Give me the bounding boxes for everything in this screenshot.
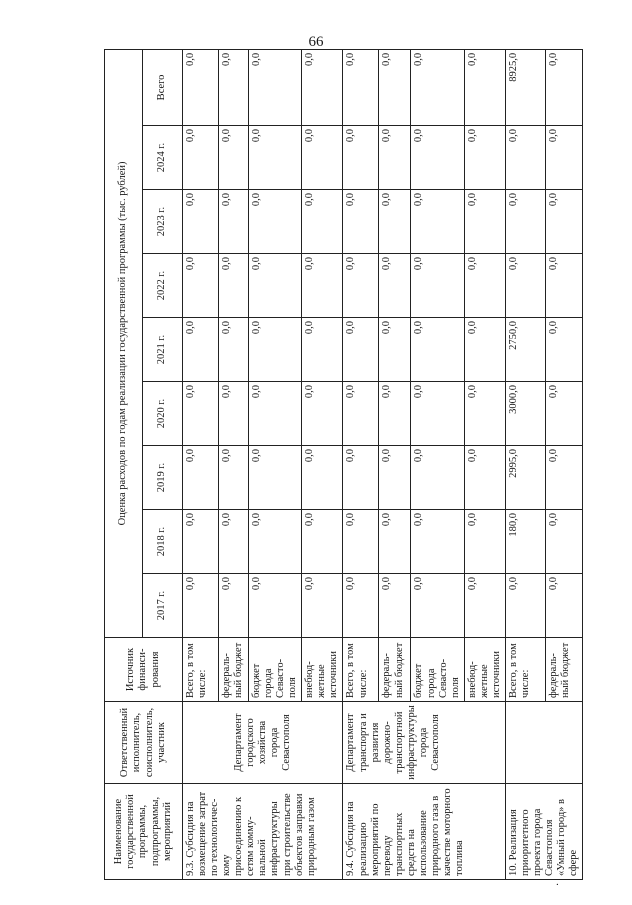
year-value: 0,0: [302, 126, 343, 190]
year-value: 0,0: [411, 382, 464, 446]
year-value: 0,0: [464, 254, 505, 318]
year-value: 0,0: [183, 510, 219, 574]
header-group: Оценка расходов по годам реализации государственной программы (тыс. рублей): [105, 49, 143, 637]
year-value: 0,0: [505, 126, 546, 190]
year-value: 0,0: [249, 574, 302, 638]
year-value: 0,0: [464, 318, 505, 382]
expenses-table: [104, 49, 583, 880]
year-value: 0,0: [302, 190, 343, 254]
funding-source: внебюд-жетные источники: [464, 638, 505, 702]
year-value: 0,0: [343, 190, 379, 254]
table-row: [343, 49, 379, 879]
year-value: 0,0: [219, 574, 249, 638]
year-value: 180,0: [505, 510, 546, 574]
rotated-table-container: [104, 52, 582, 880]
total-value: 8925,0: [505, 49, 546, 125]
year-value: 0,0: [411, 254, 464, 318]
header-year: 2017 г.: [143, 574, 183, 638]
year-value: 0,0: [219, 510, 249, 574]
header-year: 2019 г.: [143, 446, 183, 510]
year-value: 0,0: [464, 382, 505, 446]
table-body: [183, 49, 583, 879]
total-value: 0,0: [379, 49, 411, 125]
year-value: 0,0: [219, 446, 249, 510]
year-value: 0,0: [302, 446, 343, 510]
year-value: 0,0: [249, 254, 302, 318]
year-value: 0,0: [379, 254, 411, 318]
total-value: 0,0: [249, 49, 302, 125]
year-value: 2995,0: [505, 446, 546, 510]
measure-name: 9.4. Субсидия на реализацию мероприятий по переводу транспортных средств на использование природного газа в качестве моторного топлива: [343, 784, 505, 880]
total-value: 0,0: [411, 49, 464, 125]
total-value: 0,0: [183, 49, 219, 125]
year-value: 0,0: [411, 446, 464, 510]
header-source: Источник финанси-рования: [105, 638, 183, 702]
year-value: 0,0: [464, 510, 505, 574]
year-value: 0,0: [546, 254, 583, 318]
year-value: 0,0: [546, 574, 583, 638]
year-value: 0,0: [464, 574, 505, 638]
year-value: 0,0: [379, 382, 411, 446]
year-value: 0,0: [505, 254, 546, 318]
year-value: 0,0: [343, 574, 379, 638]
funding-source: бюджет города Севасто-поля: [249, 638, 302, 702]
header-year: 2020 г.: [143, 382, 183, 446]
year-value: 0,0: [411, 574, 464, 638]
funding-source: внебюд-жетные источники: [302, 638, 343, 702]
year-value: 0,0: [546, 446, 583, 510]
year-value: 3000,0: [505, 382, 546, 446]
year-value: 0,0: [183, 318, 219, 382]
funding-source: Всего, в том числе:: [505, 638, 546, 702]
year-value: 0,0: [343, 446, 379, 510]
responsible-executor: Департамент городского хозяйства города Севастополя: [183, 702, 343, 784]
year-value: 0,0: [343, 126, 379, 190]
year-value: 0,0: [183, 190, 219, 254]
year-value: 0,0: [219, 382, 249, 446]
total-value: 0,0: [302, 49, 343, 125]
year-value: 0,0: [379, 574, 411, 638]
year-value: 0,0: [343, 382, 379, 446]
year-value: 0,0: [505, 190, 546, 254]
responsible-executor: [505, 702, 582, 784]
header-total: Всего: [143, 49, 183, 125]
year-value: 0,0: [183, 574, 219, 638]
year-value: 0,0: [302, 318, 343, 382]
year-value: 0,0: [464, 126, 505, 190]
year-value: 0,0: [249, 190, 302, 254]
year-value: 0,0: [343, 254, 379, 318]
year-value: 0,0: [302, 510, 343, 574]
year-value: 0,0: [379, 318, 411, 382]
year-value: 0,0: [379, 446, 411, 510]
header-year: 2021 г.: [143, 318, 183, 382]
funding-source: федераль-ный бюджет: [219, 638, 249, 702]
year-value: 0,0: [249, 510, 302, 574]
year-value: 0,0: [343, 318, 379, 382]
year-value: 0,0: [546, 510, 583, 574]
year-value: 0,0: [249, 318, 302, 382]
header-year: 2023 г.: [143, 190, 183, 254]
header-name: Наименование государственной программы, подпрограммы, мероприятий: [105, 784, 183, 880]
total-value: 0,0: [343, 49, 379, 125]
funding-source: Всего, в том числе:: [183, 638, 219, 702]
total-value: 0,0: [219, 49, 249, 125]
year-value: 0,0: [183, 446, 219, 510]
year-value: 0,0: [379, 126, 411, 190]
year-value: 0,0: [464, 446, 505, 510]
year-value: 0,0: [183, 382, 219, 446]
year-value: 0,0: [546, 190, 583, 254]
year-value: 0,0: [183, 126, 219, 190]
footer-mark: .: [556, 876, 559, 888]
year-value: 0,0: [411, 318, 464, 382]
year-value: 0,0: [505, 574, 546, 638]
total-value: 0,0: [464, 49, 505, 125]
year-value: 0,0: [546, 318, 583, 382]
measure-name: 10. Реализация приоритетного проекта города Севастополя «Умный город» в сфере: [505, 784, 582, 880]
year-value: 0,0: [546, 382, 583, 446]
table-row: [183, 49, 219, 879]
year-value: 0,0: [302, 382, 343, 446]
year-value: 0,0: [249, 382, 302, 446]
year-value: 0,0: [219, 126, 249, 190]
year-value: 2750,0: [505, 318, 546, 382]
year-value: 0,0: [302, 254, 343, 318]
year-value: 0,0: [379, 510, 411, 574]
responsible-executor: Департамент транспорта и развития дорожно-транспортной инфраструктуры города Севастополя: [343, 702, 505, 784]
year-value: 0,0: [464, 190, 505, 254]
header-year: 2024 г.: [143, 126, 183, 190]
measure-name: 9.3. Субсидия на возмещение затрат по технологичес-кому присоединению к сетям комму-нальной инфраструктуры при строительстве объектов заправки природным газом: [183, 784, 343, 880]
funding-source: Всего, в том числе:: [343, 638, 379, 702]
year-value: 0,0: [343, 510, 379, 574]
year-value: 0,0: [249, 126, 302, 190]
year-value: 0,0: [379, 190, 411, 254]
table-row: [505, 49, 546, 879]
year-value: 0,0: [219, 254, 249, 318]
year-value: 0,0: [411, 190, 464, 254]
header-year: 2022 г.: [143, 254, 183, 318]
year-value: 0,0: [219, 190, 249, 254]
year-value: 0,0: [411, 510, 464, 574]
year-value: 0,0: [411, 126, 464, 190]
header-year: 2018 г.: [143, 510, 183, 574]
year-value: 0,0: [183, 254, 219, 318]
year-value: 0,0: [302, 574, 343, 638]
header-responsible: Ответственный исполнитель, соисполнитель, участник: [105, 702, 183, 784]
year-value: 0,0: [249, 446, 302, 510]
funding-source: федераль-ный бюджет: [379, 638, 411, 702]
funding-source: федераль-ный бюджет: [546, 638, 583, 702]
total-value: 0,0: [546, 49, 583, 125]
funding-source: бюджет города Севасто-поля: [411, 638, 464, 702]
year-value: 0,0: [219, 318, 249, 382]
year-value: 0,0: [546, 126, 583, 190]
page-number: 66: [308, 34, 324, 50]
